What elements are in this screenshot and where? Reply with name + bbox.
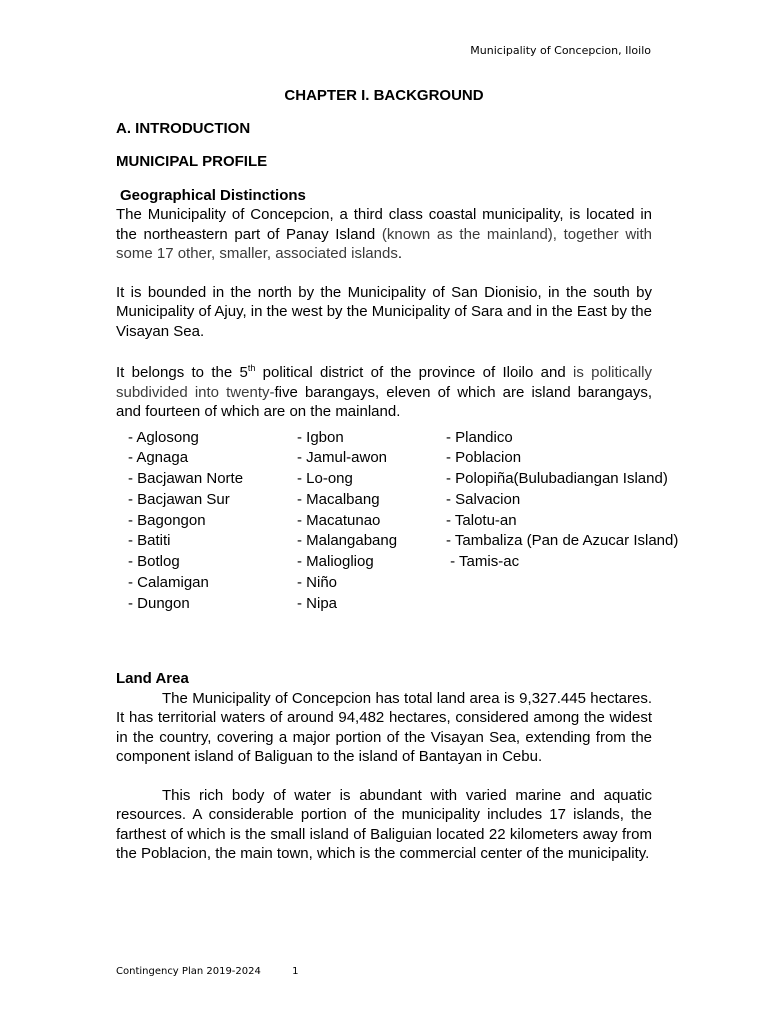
geo-paragraph-1 <box>116 205 652 264</box>
land-area-heading: Land Area <box>116 670 189 687</box>
list-item: - Macalbang <box>297 490 380 508</box>
list-item: - Niño <box>297 574 338 592</box>
land-area-section <box>116 669 652 864</box>
list-item: - Igbon <box>297 428 344 446</box>
geo-p3-gray: is politically subdivided into twenty- <box>116 364 652 401</box>
list-item: - Batiti <box>128 532 171 550</box>
geo-p1-end: . <box>397 245 402 262</box>
list-item: - Aglosong <box>128 428 199 446</box>
chapter-title: CHAPTER I. BACKGROUND <box>284 87 484 104</box>
list-item: - Tambaliza (Pan de Azucar Island) <box>446 532 679 550</box>
geo-p1-gray: (known as the mainland), together with some 17 other, smaller, associated islands <box>116 225 652 262</box>
list-item: - Bacjawan Sur <box>128 490 230 508</box>
list-item: - Talotu-an <box>446 511 517 529</box>
barangay-column-3 <box>446 428 678 574</box>
list-item: - Plandico <box>446 428 513 446</box>
list-item: - Maliogliog <box>297 553 374 571</box>
list-item: - Bagongon <box>128 511 206 529</box>
geo-p3-text-b: political district of the province of Iloilo and <box>255 364 573 381</box>
list-item: - Dungon <box>128 594 190 612</box>
geo-p1-text: The Municipality of Concepcion, a third class coastal municipality, is located in the northeastern part of Panay Island <box>116 206 652 243</box>
list-item: - Agnaga <box>128 449 189 467</box>
municipal-profile-heading: MUNICIPAL PROFILE <box>116 153 268 170</box>
main-content <box>116 86 679 617</box>
land-paragraph-2: This rich body of water is abundant with varied marine and aquatic resources. A considerable portion of the municipality includes 17 islands, the farthest of which is the small island of Baliguian located 22 kilometers away from the Poblacion, the main town, which is the commercial center of the municipality. <box>116 786 652 862</box>
geo-p3-text: It belongs to the 5 <box>116 364 248 381</box>
land-paragraph-1: The Municipality of Concepcion has total land area is 9,327.445 hectares. It has territorial waters of around 94,482 hectares, considered among the widest in the country, covering a major portion of the Visayan Sea, extending from the component island of Baliguan to the island of Bantayan in Cebu. <box>116 689 652 765</box>
geo-p3-sup: th <box>247 363 256 373</box>
list-item: - Nipa <box>297 594 338 612</box>
list-item: - Calamigan <box>128 574 209 592</box>
footer-title: Contingency Plan 2019-2024 <box>116 966 261 977</box>
section-introduction-heading: A. INTRODUCTION <box>116 119 251 137</box>
barangay-column-1 <box>128 428 243 615</box>
page-footer <box>116 966 298 977</box>
list-item: - Tamis-ac <box>446 553 520 571</box>
page-number: 1 <box>292 966 299 977</box>
list-item: - Malangabang <box>297 532 398 550</box>
barangay-column-2 <box>297 428 397 615</box>
list-item: - Poblacion <box>446 449 522 467</box>
list-item: - Jamul-awon <box>297 449 388 467</box>
barangay-list <box>116 428 679 617</box>
geo-p3-text-d: five barangays, eleven of which are island barangays, and fourteen of which are on the mainland. <box>116 383 652 420</box>
geo-paragraph-2: It is bounded in the north by the Municipality of San Dionisio, in the south by Municipality of Ajuy, in the west by the Municipality of Sara and in the East by the Visayan Sea. <box>116 283 652 340</box>
list-item: - Bacjawan Norte <box>128 470 244 488</box>
page-header: Municipality of Concepcion, Iloilo <box>470 44 651 57</box>
list-item: - Polopiña(Bulubadiangan Island) <box>446 470 668 488</box>
list-item: - Botlog <box>128 553 180 571</box>
geo-heading: Geographical Distinctions <box>120 186 306 204</box>
geo-paragraph-3 <box>116 363 652 422</box>
list-item: - Macatunao <box>297 511 381 529</box>
list-item: - Salvacion <box>446 490 521 508</box>
list-item: - Lo-ong <box>297 470 353 488</box>
